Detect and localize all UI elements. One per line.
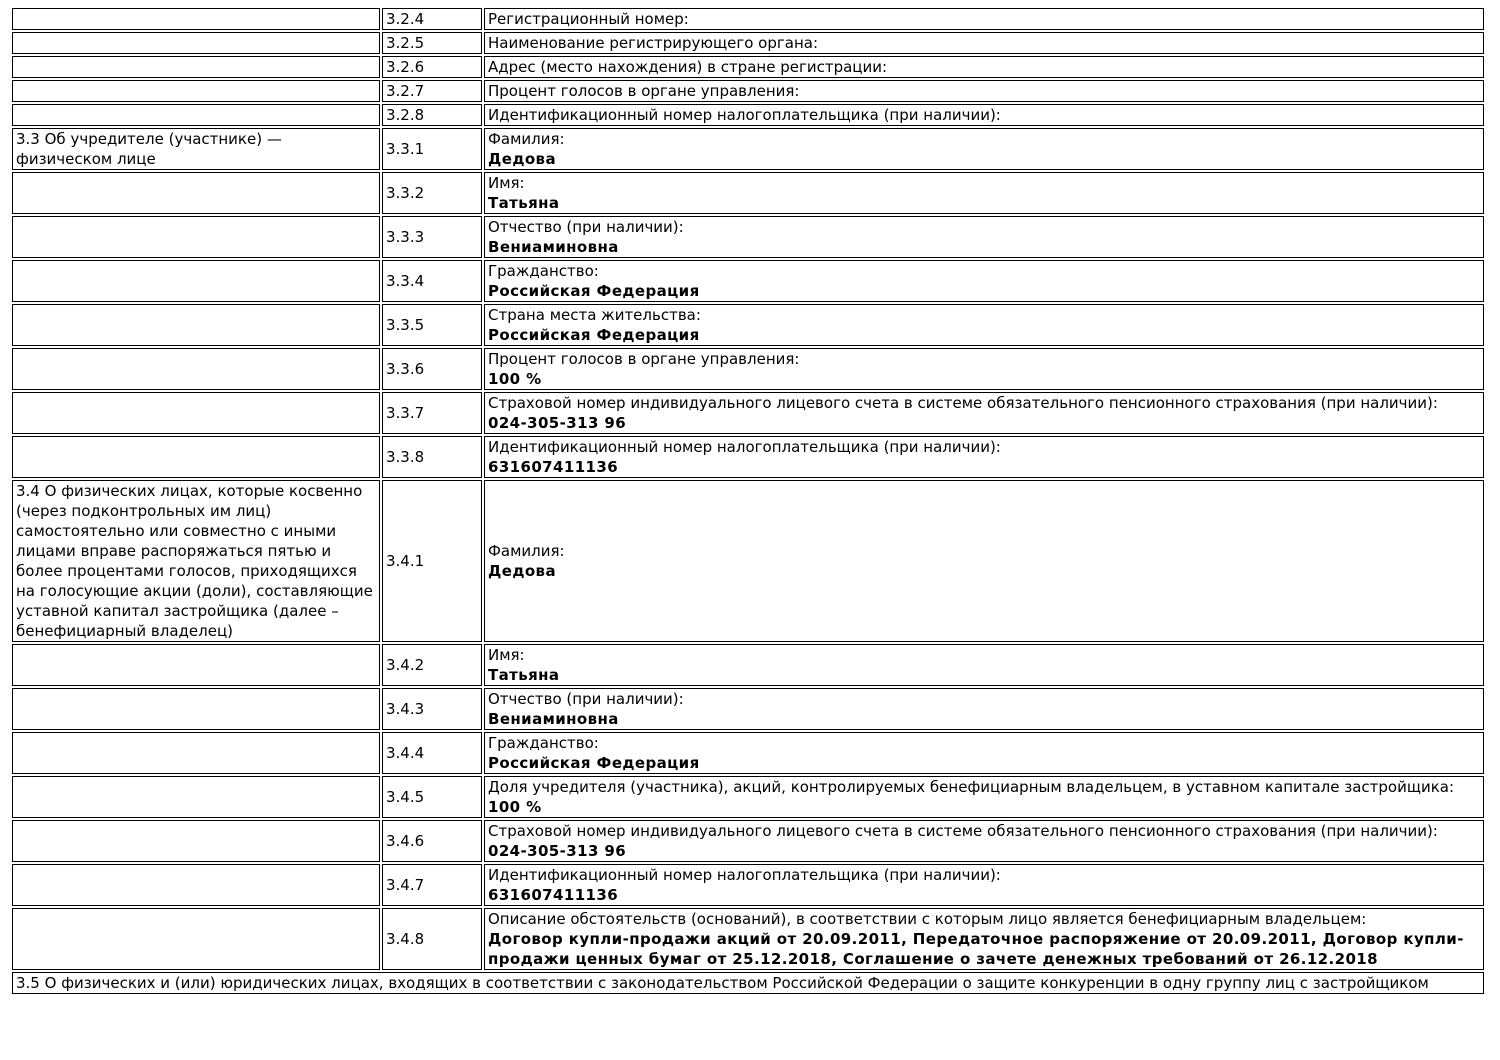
content-cell — [484, 688, 1484, 730]
content-cell — [484, 436, 1484, 478]
section-empty-cell — [12, 776, 380, 818]
table-row — [12, 128, 1484, 170]
field-value: Договор купли-продажи акций от 20.09.2011, Передаточное распоряжение от 20.09.2011, Договор купли-продажи ценных бумаг от 25.12.2018, Соглашение о зачете денежных требований от 26.12.2018 — [488, 930, 1464, 968]
content-cell — [484, 104, 1484, 126]
content-cell — [484, 776, 1484, 818]
table-row — [12, 80, 1484, 102]
field-label: Регистрационный номер: — [488, 10, 689, 28]
table-row — [12, 104, 1484, 126]
row-code: 3.4.6 — [382, 820, 482, 862]
table-row — [12, 972, 1484, 994]
table-row — [12, 216, 1484, 258]
table-row — [12, 348, 1484, 390]
section-empty-cell — [12, 864, 380, 906]
field-label: Идентификационный номер налогоплательщика (при наличии): — [488, 438, 1001, 456]
section-empty-cell — [12, 32, 380, 54]
field-value: 024-305-313 96 — [488, 842, 627, 860]
field-label: Наименование регистрирующего органа: — [488, 34, 818, 52]
table-row — [12, 260, 1484, 302]
content-cell — [484, 56, 1484, 78]
row-code: 3.3.6 — [382, 348, 482, 390]
table-row — [12, 732, 1484, 774]
field-value: Российская Федерация — [488, 326, 700, 344]
table-row — [12, 820, 1484, 862]
field-label: Гражданство: — [488, 262, 599, 280]
field-label: Фамилия: — [488, 130, 565, 148]
row-code: 3.3.3 — [382, 216, 482, 258]
row-code: 3.3.7 — [382, 392, 482, 434]
field-value: Российская Федерация — [488, 282, 700, 300]
field-value: Татьяна — [488, 666, 560, 684]
table-row — [12, 644, 1484, 686]
field-label: Имя: — [488, 174, 525, 192]
row-code: 3.4.8 — [382, 908, 482, 970]
section-empty-cell — [12, 216, 380, 258]
field-label: Отчество (при наличии): — [488, 218, 684, 236]
table-row — [12, 32, 1484, 54]
field-label: Описание обстоятельств (оснований), в соответствии с которым лицо является бенефициарным владельцем: — [488, 910, 1367, 928]
section-empty-cell — [12, 260, 380, 302]
field-label: Процент голосов в органе управления: — [488, 82, 800, 100]
section-empty-cell — [12, 80, 380, 102]
row-code: 3.4.7 — [382, 864, 482, 906]
field-label: Страховой номер индивидуального лицевого счета в системе обязательного пенсионного страхования (при наличии): — [488, 394, 1438, 412]
section-empty-cell — [12, 56, 380, 78]
field-value: Дедова — [488, 150, 556, 168]
section-empty-cell — [12, 348, 380, 390]
field-value: 100 % — [488, 798, 542, 816]
field-value: Дедова — [488, 562, 556, 580]
row-code: 3.3.1 — [382, 128, 482, 170]
field-value: 631607411136 — [488, 458, 619, 476]
field-value: Вениаминовна — [488, 238, 619, 256]
content-cell — [484, 348, 1484, 390]
row-code: 3.2.6 — [382, 56, 482, 78]
table-row — [12, 908, 1484, 970]
content-cell — [484, 8, 1484, 30]
content-cell — [484, 216, 1484, 258]
row-code: 3.3.5 — [382, 304, 482, 346]
row-code: 3.2.5 — [382, 32, 482, 54]
field-label: Идентификационный номер налогоплательщика (при наличии): — [488, 106, 1001, 124]
row-code: 3.4.4 — [382, 732, 482, 774]
content-cell — [484, 644, 1484, 686]
field-value: 631607411136 — [488, 886, 619, 904]
section-empty-cell — [12, 908, 380, 970]
section-empty-cell — [12, 820, 380, 862]
content-cell — [484, 864, 1484, 906]
table-row — [12, 56, 1484, 78]
section-empty-cell — [12, 392, 380, 434]
content-cell — [484, 732, 1484, 774]
section-title-cell: 3.5 О физических и (или) юридических лицах, входящих в соответствии с законодательством Российской Федерации о защите конкуренции в одну группу лиц с застройщиком — [12, 972, 1484, 994]
table-row — [12, 8, 1484, 30]
field-value: Российская Федерация — [488, 754, 700, 772]
table-row — [12, 480, 1484, 642]
field-label: Фамилия: — [488, 542, 565, 560]
content-cell — [484, 908, 1484, 970]
table-row — [12, 304, 1484, 346]
field-label: Гражданство: — [488, 734, 599, 752]
table-row — [12, 392, 1484, 434]
row-code: 3.3.2 — [382, 172, 482, 214]
row-code: 3.4.2 — [382, 644, 482, 686]
field-label: Процент голосов в органе управления: — [488, 350, 800, 368]
row-code: 3.4.3 — [382, 688, 482, 730]
field-label: Имя: — [488, 646, 525, 664]
field-label: Идентификационный номер налогоплательщика (при наличии): — [488, 866, 1001, 884]
row-code: 3.4.1 — [382, 480, 482, 642]
section-title-cell: 3.4 О физических лицах, которые косвенно (через подконтрольных им лиц) самостоятельно или совместно с иными лицами вправе распоряжаться пятью и более процентами голосов, приходящихся на голосующие акции (доли), составляющие уставной капитал застройщика (далее – бенефициарный владелец) — [12, 480, 380, 642]
content-cell — [484, 480, 1484, 642]
content-cell — [484, 304, 1484, 346]
content-cell — [484, 392, 1484, 434]
section-title-cell: 3.3 Об учредителе (участнике) — физическом лице — [12, 128, 380, 170]
field-label: Доля учредителя (участника), акций, контролируемых бенефициарным владельцем, в уставном капитале застройщика: — [488, 778, 1455, 796]
field-value: Вениаминовна — [488, 710, 619, 728]
declaration-table-body — [12, 8, 1484, 994]
table-row — [12, 172, 1484, 214]
content-cell — [484, 80, 1484, 102]
field-label: Страховой номер индивидуального лицевого счета в системе обязательного пенсионного страхования (при наличии): — [488, 822, 1438, 840]
table-row — [12, 864, 1484, 906]
section-empty-cell — [12, 104, 380, 126]
declaration-table — [10, 6, 1486, 996]
content-cell — [484, 128, 1484, 170]
row-code: 3.2.8 — [382, 104, 482, 126]
section-empty-cell — [12, 732, 380, 774]
section-empty-cell — [12, 436, 380, 478]
field-label: Адрес (место нахождения) в стране регистрации: — [488, 58, 888, 76]
table-row — [12, 776, 1484, 818]
table-row — [12, 688, 1484, 730]
content-cell — [484, 260, 1484, 302]
content-cell — [484, 820, 1484, 862]
field-label: Отчество (при наличии): — [488, 690, 684, 708]
content-cell — [484, 172, 1484, 214]
section-empty-cell — [12, 644, 380, 686]
row-code: 3.2.4 — [382, 8, 482, 30]
section-empty-cell — [12, 8, 380, 30]
field-value: Татьяна — [488, 194, 560, 212]
section-empty-cell — [12, 172, 380, 214]
content-cell — [484, 32, 1484, 54]
section-empty-cell — [12, 304, 380, 346]
row-code: 3.4.5 — [382, 776, 482, 818]
row-code: 3.3.4 — [382, 260, 482, 302]
row-code: 3.2.7 — [382, 80, 482, 102]
field-label: Страна места жительства: — [488, 306, 701, 324]
table-row — [12, 436, 1484, 478]
section-empty-cell — [12, 688, 380, 730]
field-value: 100 % — [488, 370, 542, 388]
row-code: 3.3.8 — [382, 436, 482, 478]
field-value: 024-305-313 96 — [488, 414, 627, 432]
